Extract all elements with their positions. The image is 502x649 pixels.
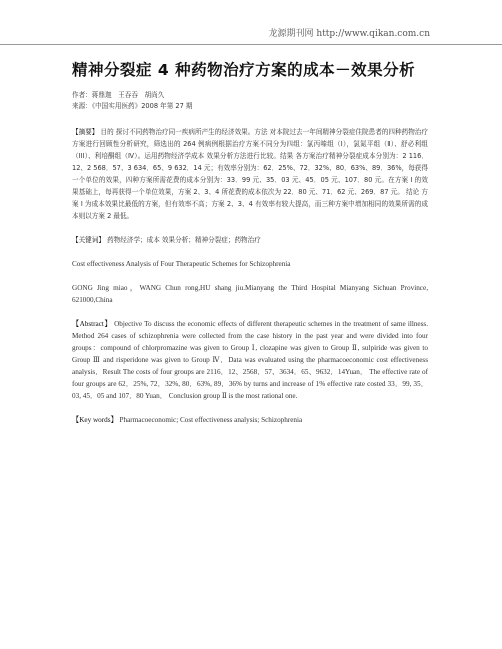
keywords-en-text: Pharmacoeconomic; Cost effectiveness analysis; Schizophrenia: [119, 416, 303, 424]
abstract-label: 【摘要】: [72, 128, 99, 136]
article-body: [72, 58, 428, 426]
abstract-text: 目的 探讨不同药物治疗同一疾病所产生的经济效果。方法 对本院过去一年间精神分裂症住院患者的四种药物治疗方案进行回顾性分析研究，筛选出的 264 例病例根据治疗方案不同分为四组：氯丙嗪组（I），氯氮平组（Ⅱ）、舒必利组（III）、利培酮组（Ⅳ）。运用药物经济学成本 效果分析方法进行比较。结果 各方案治疗精神分裂症成本分别为：2 116．12、2 568．57、3 634．65、9 632．14 元；有效率分别为：62．25%、72．32%、80．63%、89．36%，每获得一个单位的效果，四种方案所需花费的成本分别为：33．99 元、35．03 元、45．05 元、107．80 元。在方案 I 的效果基础上，每再获得一个单位效果，方案 2、3、4 所花费的成本依次为 22．80 元、71．62 元、269．87 元。 结论 方案 I 为成本效果比最低的方案，但有效率不高；方案 2、3、4 有效率有较大提高，而三种方案中增加相同的效果所需的成本则以方案 2 最低。: [72, 128, 428, 220]
source-header: 龙源期刊网 http://www.qikan.com.cn: [268, 29, 430, 39]
english-authors: GONG Jing miao，WANG Chun rong,HU shang jiu.Mianyang the Third Hospital Mianyang Sichuan Province, 621000,China: [72, 284, 428, 304]
abstract-en: [72, 318, 428, 402]
abstract-cn: [72, 126, 428, 222]
abstract-en-label: 【Abstract】: [72, 320, 112, 328]
abstract-en-text: Objective To discuss the economic effects of different therapeutic schemes in the treatment of same illness. Method 264 cases of schizophrenia were collected from the case history in the past year and were divided into four groups：compound of chlorpromazine was given to Group Ⅰ, clozapine was given to Group Ⅱ, sulpiride was given to Group Ⅲ and risperidone was given to Group Ⅳ．Data was evaluated using the pharmacoeconomic cost effectiveness analysis．Result The costs of four groups are 2116．12、2568．57、3634．65、9632．14Yuan． The effective rate of four groups are 62．25%, 72．32%, 80．63%, 89．36% by turns and increase of 1% effective rate costed 33．99, 35．03, 45．05 and 107．80 Yuan． Conclusion group Ⅱ is the most rational one.: [72, 320, 428, 400]
keywords-cn: [72, 234, 428, 246]
keywords-en-label: 【Key words】: [72, 416, 118, 424]
keywords-label: 【关键词】: [72, 236, 105, 244]
keywords-text: 药物经济学；成本 效果分析；精神分裂症；药物治疗: [107, 236, 261, 244]
article-title: 精神分裂症 4 种药物治疗方案的成本－效果分析: [72, 61, 416, 79]
article-source: 来源：《中国实用医药》2008 年第 27 期: [72, 102, 193, 110]
article-authors: 作者：蒋鼎迦 王吞吞 胡尚久: [72, 91, 165, 99]
english-title: Cost effectiveness Analysis of Four Therapeutic Schemes for Schizophrenia: [72, 260, 291, 268]
keywords-en: [72, 414, 428, 426]
